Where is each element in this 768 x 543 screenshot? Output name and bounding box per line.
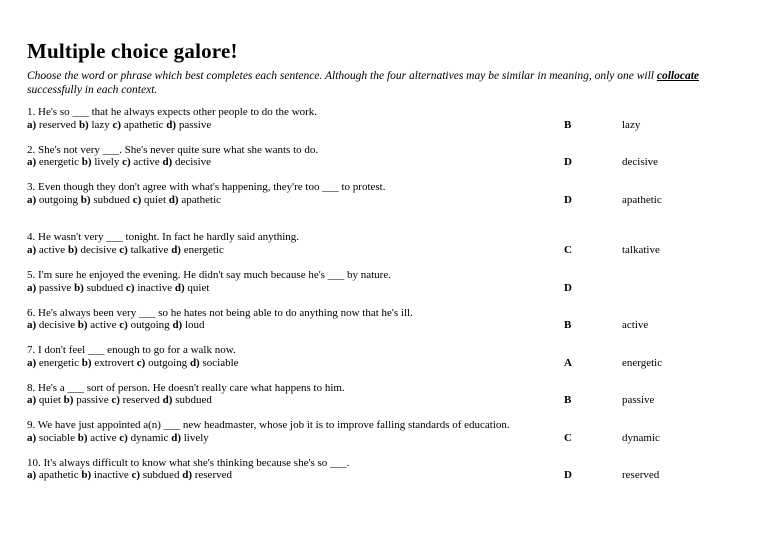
question-row (0, 307, 768, 332)
page-title: Multiple choice galore! (27, 39, 238, 64)
option (27, 394, 61, 406)
answer-word: active (622, 319, 649, 332)
intro-emphasis-collocate: collocate (656, 69, 700, 82)
option-key: d) (166, 118, 177, 131)
question-text: 3. Even though they don't agree with what's happening, they're too ___ to protest. (27, 181, 386, 194)
option-key: a) (27, 431, 37, 444)
option-word: active (38, 243, 66, 256)
option-key: c) (119, 319, 128, 332)
option-key: a) (27, 156, 37, 169)
option-key: b) (67, 243, 78, 256)
answer-letter: D (564, 193, 572, 206)
answer-word: energetic (622, 356, 663, 369)
option-word: quiet (38, 394, 61, 407)
option (82, 156, 120, 168)
option (166, 119, 211, 131)
question-options (27, 194, 533, 207)
option (163, 394, 212, 406)
option-word: energetic (38, 356, 80, 369)
option-key: b) (74, 281, 84, 294)
option (162, 156, 211, 168)
option (27, 432, 75, 444)
option-key: c) (131, 469, 141, 482)
question-text: 6. He's always been very ___ so he hates not being able to do anything now that he's ill. (27, 306, 413, 319)
option-word: subdued (142, 469, 180, 482)
question-row (0, 231, 768, 256)
intro-before: Choose the word or phrase which best completes each sentence. Although the four alternatives may be similar in meaning, only one will (27, 69, 657, 82)
option (78, 319, 117, 331)
option-word: reserved (194, 469, 232, 482)
question-text: 4. He wasn't very ___ tonight. In fact he hardly said anything. (27, 231, 300, 244)
answer-letter: B (564, 118, 572, 131)
option-word: talkative (130, 243, 169, 256)
option-word: inactive (93, 469, 129, 482)
answer-letter: B (564, 394, 572, 407)
option-key: b) (81, 356, 92, 369)
option (27, 156, 79, 168)
question-row (0, 382, 768, 407)
option-key: d) (174, 281, 185, 294)
question-text: 5. I'm sure he enjoyed the evening. He didn't say much because he's ___ by nature. (27, 268, 391, 281)
option-key: d) (182, 469, 192, 482)
option-key: a) (27, 469, 37, 482)
question-options (27, 319, 533, 332)
question-row (0, 457, 768, 482)
answer-word: decisive (622, 156, 659, 169)
answer-letter: A (564, 356, 572, 369)
option (64, 394, 109, 406)
answer-word: lazy (622, 118, 641, 131)
option (126, 282, 172, 294)
option-word: apathetic (181, 193, 222, 206)
option-word: apathetic (123, 118, 164, 131)
option-key: a) (27, 118, 37, 131)
option-word: active (133, 156, 160, 169)
option (27, 119, 76, 131)
option (169, 194, 221, 206)
answer-word: passive (622, 394, 655, 407)
question-options (27, 469, 533, 482)
answer-letter: B (564, 319, 572, 332)
option (175, 282, 210, 294)
option (27, 244, 65, 256)
option-key: c) (132, 193, 142, 206)
answer-word: apathetic (622, 193, 662, 206)
option-word: energetic (38, 156, 80, 169)
option-word: quiet (144, 193, 167, 206)
option (137, 357, 187, 369)
option (27, 319, 75, 331)
option-word: decisive (174, 156, 212, 169)
question-options (27, 244, 533, 257)
option (81, 194, 130, 206)
intro-text (27, 69, 746, 98)
option-key: a) (27, 356, 37, 369)
option-word: decisive (80, 243, 117, 256)
option (79, 119, 110, 131)
option-word: active (90, 431, 117, 444)
option (131, 469, 179, 481)
option (27, 357, 79, 369)
option (27, 194, 78, 206)
option-key: c) (136, 356, 146, 369)
option-word: outgoing (38, 193, 79, 206)
option-key: d) (168, 193, 179, 206)
question-row (0, 419, 768, 444)
question-text: 7. I don't feel ___ enough to go for a walk now. (27, 344, 236, 357)
questions-list (0, 106, 768, 494)
option-key: d) (189, 356, 200, 369)
option-word: outgoing (148, 356, 188, 369)
option-key: a) (27, 394, 37, 407)
option-word: reserved (38, 118, 77, 131)
answer-word: dynamic (622, 431, 660, 444)
option-key: c) (122, 156, 131, 169)
option (78, 432, 117, 444)
question-row (0, 181, 768, 206)
option (133, 194, 166, 206)
option-key: b) (80, 193, 91, 206)
question-row (0, 269, 768, 294)
question-options (27, 282, 533, 295)
option (119, 319, 169, 331)
answer-letter: C (564, 243, 572, 256)
option-word: passive (38, 281, 72, 294)
option-key: a) (27, 319, 37, 332)
option-word: passive (76, 394, 109, 407)
option (119, 244, 168, 256)
option-word: apathetic (38, 469, 79, 482)
option-key: d) (171, 243, 181, 256)
answer-letter: D (564, 156, 572, 169)
option-key: b) (77, 319, 88, 332)
answer-letter: D (564, 281, 572, 294)
option (27, 469, 79, 481)
option (171, 432, 209, 444)
option-word: extrovert (94, 356, 135, 369)
option (122, 156, 160, 168)
answer-word: talkative (622, 243, 660, 256)
question-options (27, 156, 533, 169)
option-key: d) (162, 394, 173, 407)
option-word: dynamic (130, 431, 169, 444)
option-key: b) (81, 156, 92, 169)
option (119, 432, 168, 444)
question-text: 8. He's a ___ sort of person. He doesn't really care what happens to him. (27, 381, 345, 394)
option-key: b) (81, 469, 92, 482)
option-key: c) (119, 431, 128, 444)
option-word: inactive (137, 281, 173, 294)
option-key: d) (172, 319, 183, 332)
option-key: b) (78, 118, 89, 131)
option-key: c) (111, 394, 120, 407)
option-word: subdued (93, 193, 130, 206)
question-options (27, 119, 533, 132)
option-key: c) (126, 281, 135, 294)
question-options (27, 394, 533, 407)
option (113, 119, 164, 131)
option-word: reserved (122, 394, 160, 407)
option (68, 244, 117, 256)
option (82, 357, 134, 369)
option-word: active (90, 319, 117, 332)
option-word: loud (184, 319, 205, 332)
option-key: c) (112, 118, 122, 131)
question-row (0, 106, 768, 131)
option (111, 394, 160, 406)
option (81, 469, 128, 481)
option-word: lively (183, 431, 209, 444)
option-key: a) (27, 281, 37, 294)
question-row (0, 344, 768, 369)
question-text: 10. It's always difficult to know what she's thinking because she's so ___. (27, 456, 350, 469)
option (172, 319, 204, 331)
option (74, 282, 123, 294)
option-word: passive (178, 118, 212, 131)
question-text: 9. We have just appointed a(n) ___ new headmaster, whose job it is to improve falling standards of education. (27, 419, 510, 432)
intro-after: successfully in each context. (27, 84, 158, 96)
option-key: d) (171, 431, 181, 444)
option-key: b) (63, 394, 74, 407)
option-key: c) (119, 243, 128, 256)
option-word: subdued (86, 281, 124, 294)
option-word: decisive (38, 319, 75, 332)
option (27, 282, 71, 294)
option (190, 357, 239, 369)
option-key: b) (77, 431, 88, 444)
answer-letter: D (564, 469, 572, 482)
option-word: outgoing (130, 319, 170, 332)
option-word: lively (94, 156, 120, 169)
option-word: sociable (38, 431, 75, 444)
option-word: quiet (187, 281, 210, 294)
question-options (27, 432, 533, 445)
question-options (27, 357, 533, 370)
question-row (0, 144, 768, 169)
answer-letter: C (564, 431, 572, 444)
option-key: a) (27, 193, 37, 206)
option-word: energetic (183, 243, 224, 256)
option (171, 244, 224, 256)
answer-word: reserved (622, 469, 660, 482)
option-key: d) (162, 156, 173, 169)
question-text: 2. She's not very ___. She's never quite sure what she wants to do. (27, 143, 319, 156)
option-key: a) (27, 243, 37, 256)
option (182, 469, 232, 481)
question-text: 1. He's so ___ that he always expects other people to do the work. (27, 106, 318, 118)
option-word: sociable (202, 356, 239, 369)
option-word: lazy (91, 118, 110, 131)
option-word: subdued (175, 394, 212, 407)
